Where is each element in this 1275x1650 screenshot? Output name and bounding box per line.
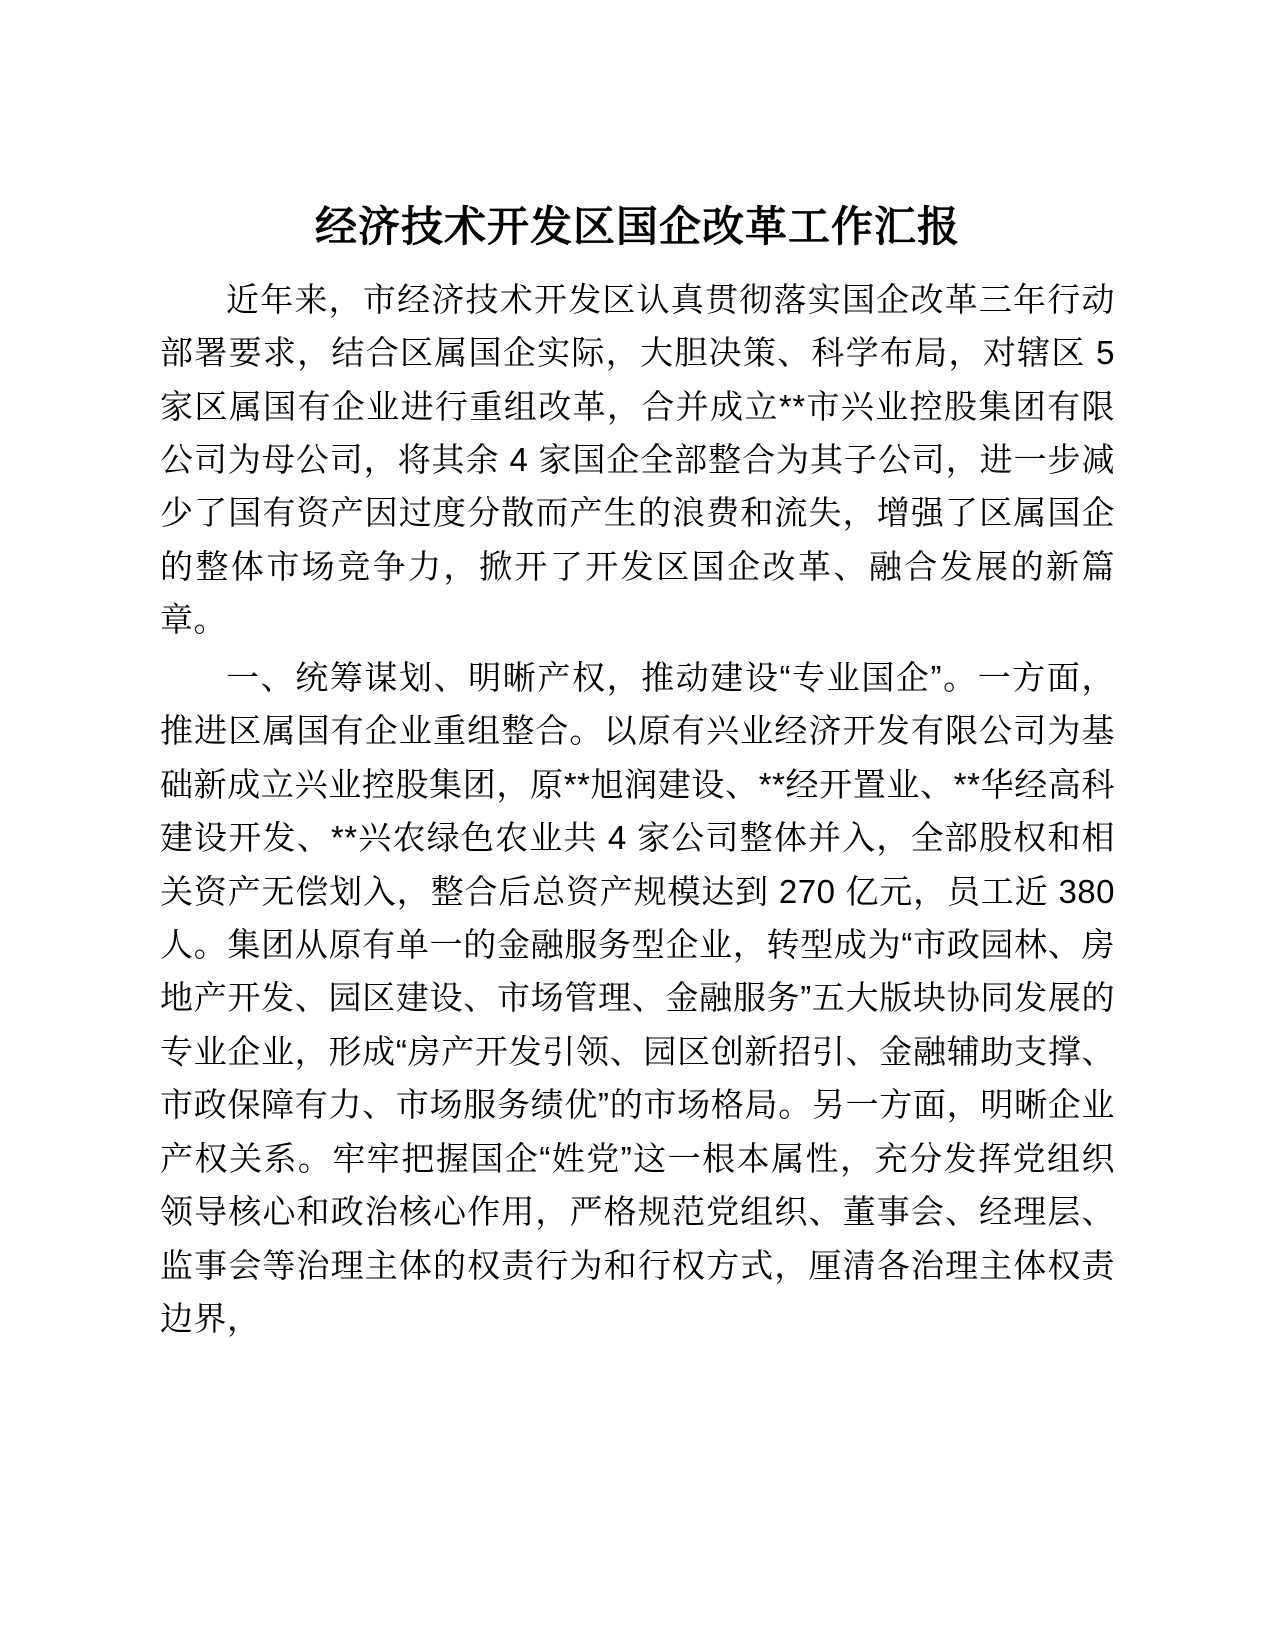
paragraph-1: 近年来，市经济技术开发区认真贯彻落实国企改革三年行动部署要求，结合区属国企实际，大胆决策、科学布局，对辖区 5 家区属国有企业进行重组改革，合并成立**市兴业控股集团有限公司为母公司，将其余 4 家国企全部整合为其子公司，进一步减少了国有资产因过度分散而产生的浪费和流失，增强了区属国企的整体市场竞争力，掀开了开发区国企改革、融合发展的新篇章。 bbox=[160, 280, 1115, 639]
paragraph-2: 一、统筹谋划、明晰产权，推动建设“专业国企”。一方面，推进区属国有企业重组整合。以原有兴业经济开发有限公司为基础新成立兴业控股集团，原**旭润建设、**经开置业、**华经高科建设开发、**兴农绿色农业共 4 家公司整体并入，全部股权和相关资产无偿划入，整合后总资产规模达到 270 亿元，员工近 380 人。集团从原有单一的金融服务型企业，转型成为“市政园林、房地产开发、园区建设、市场管理、金融服务”五大版块协同发展的专业企业，形成“房产开发引领、园区创新招引、金融辅助支撑、市政保障有力、市场服务绩优”的市场格局。另一方面，明晰企业产权关系。牢牢把握国企“姓党”这一根本属性，充分发挥党组织领导核心和政治核心作用，严格规范党组织、董事会、经理层、监事会等治理主体的权责行为和行权方式，厘清各治理主体权责边界， bbox=[160, 658, 1115, 1338]
page-title: 经济技术开发区国企改革工作汇报 bbox=[314, 203, 960, 250]
